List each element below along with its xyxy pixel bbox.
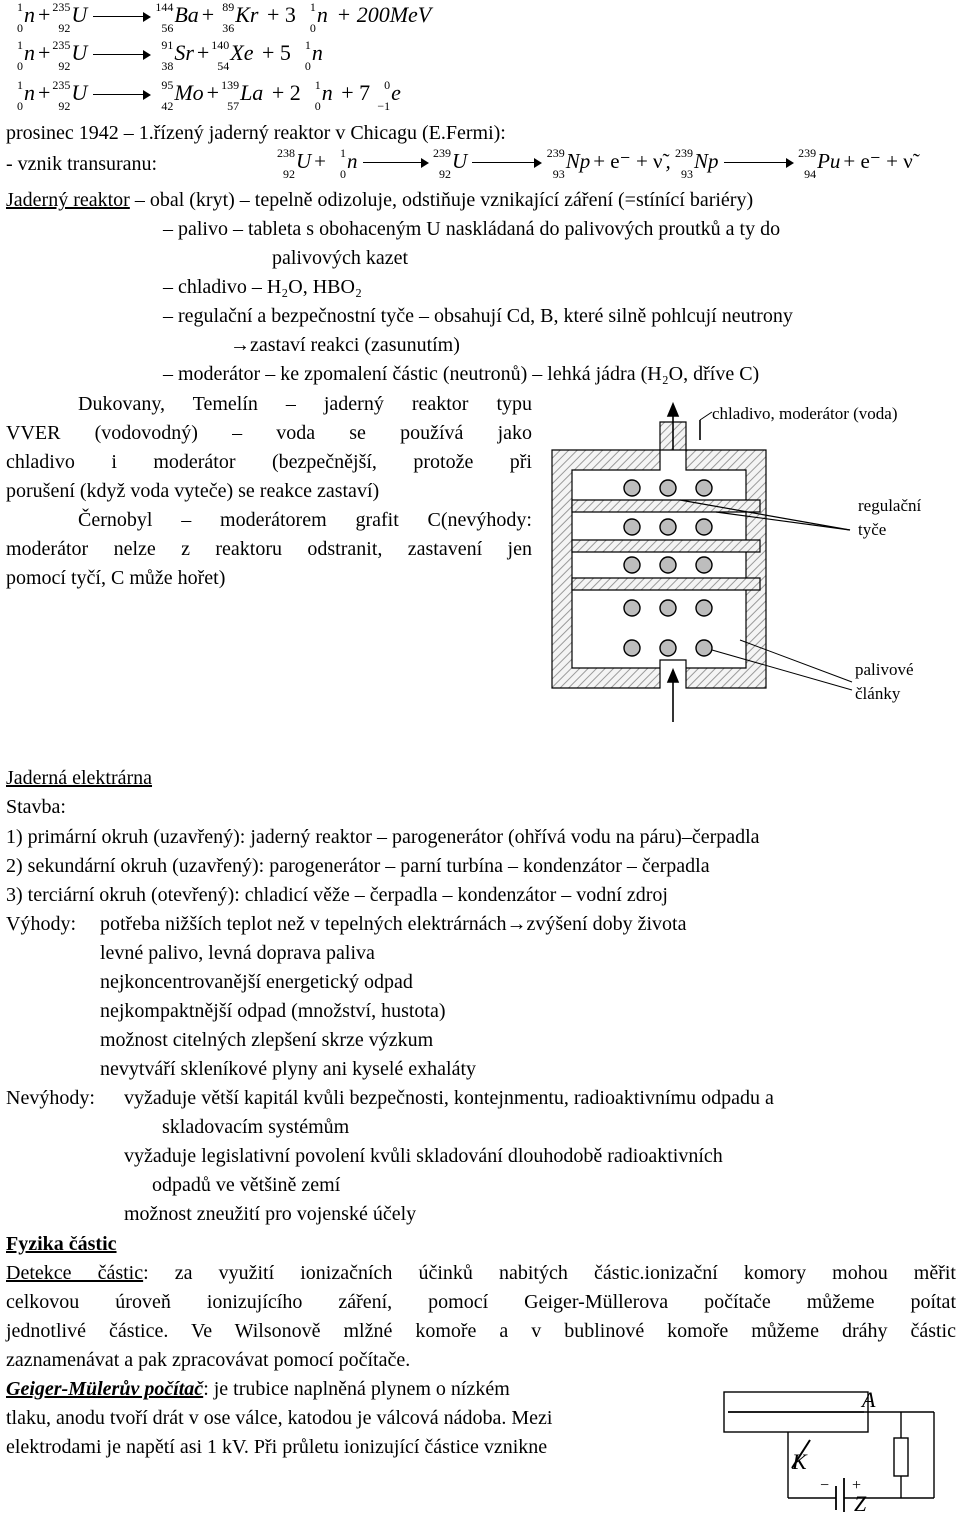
label-control-rods-1: regulační bbox=[858, 496, 922, 515]
anode-label: A bbox=[862, 1387, 876, 1412]
pros-label: Výhody: bbox=[6, 913, 76, 935]
label-control-rods-2: tyče bbox=[858, 520, 887, 539]
paragraph-chernobyl-1: Černobyl – moderátorem grafit C(nevýhody: bbox=[78, 509, 532, 531]
plant-heading: Jaderná elektrárna bbox=[6, 767, 153, 789]
plant-item-1: 1) primární okruh (uzavřený): jaderný reaktor – parogenerátor (ohřívá vodu na páru)–čerpadla bbox=[6, 826, 760, 848]
detekce-line-3: jednotlivé částice. Ve Wilsonově mlžné komoře a v bublinové komoře můžeme dráhy částic bbox=[6, 1320, 956, 1342]
fission-equation-3: 1 0 n + 235 92 U 95 42 Mo + 139 57 La + 2 1 0 n + 7 0 −1 e bbox=[17, 78, 401, 113]
pros-item: nevytváří skleníkové plyny ani kyselé exhaláty bbox=[100, 1058, 477, 1080]
reactor-heading: Jaderný reaktor bbox=[6, 189, 130, 211]
transuran-equation: 238 92 U + 1 0 n 239 92 U 239 93 Np + e⁻ + ν̃ , 239 93 Np 239 94 Pu + e⁻ + ν̃ bbox=[277, 146, 913, 181]
cons-item: skladovacím systémům bbox=[162, 1116, 350, 1138]
fuel-line: – palivo – tableta s obohaceným U naskládaná do palivových proutků a ty do bbox=[163, 218, 781, 240]
label-fuel-1: palivové bbox=[855, 660, 914, 679]
gm-line-3: elektrodami je napětí asi 1 kV. Při průletu ionizující částice vznikne bbox=[6, 1436, 548, 1458]
pros-item: nejkoncentrovanější energetický odpad bbox=[100, 971, 413, 993]
transuran-line: - vznik transuranu: bbox=[6, 153, 158, 175]
cathode-label: K bbox=[792, 1449, 807, 1474]
paragraph-chernobyl-3: pomocí tyčí, C může hořet) bbox=[6, 567, 226, 589]
gm-line-1: Geiger-Mülerův počítač: je trubice naplněná plynem o nízkém bbox=[6, 1378, 510, 1400]
control-rods bbox=[572, 500, 850, 590]
paragraph-dukovany-3: chladivo i moderátor (bezpečnější, protože při bbox=[6, 451, 532, 473]
gm-line-2: tlaku, anodu tvoří drát v ose válce, katodou je válcová nádoba. Mezi bbox=[6, 1407, 553, 1429]
cons-item: vyžaduje legislativní povolení kvůli skladování dlouhodobě radioaktivních bbox=[124, 1145, 723, 1167]
detekce-line-1: Detekce částic: za využití ionizačních účinků nabitých částic.ionizační komory mohou měřit bbox=[6, 1262, 956, 1284]
detekce-line-2: celkovou úroveň ionizujícího záření, pomocí Geiger-Müllerova počítače můžeme poítat bbox=[6, 1291, 956, 1313]
detekce-line-4: zaznamenávat a pak zpracovávat pomocí počítače. bbox=[6, 1349, 411, 1371]
reactor-vessel bbox=[552, 422, 766, 688]
label-fuel-2: články bbox=[855, 684, 901, 703]
cons-item: možnost zneužití pro vojenské účely bbox=[124, 1203, 417, 1225]
plant-stavba: Stavba: bbox=[6, 796, 66, 818]
reactor-definition: Jaderný reaktor – obal (kryt) – tepelně odizoluje, odstiňuje vznikající záření (=stínící bariéry) bbox=[6, 189, 754, 211]
moderator-line: – moderátor – ke zpomalení částic (neutronů) – lehká jádra (H₂O, dříve C) bbox=[163, 363, 760, 385]
fission-equation-2: 1 0 n + 235 92 U 91 38 Sr + 140 54 Xe + 5 1 0 n bbox=[17, 38, 323, 73]
cons-item: odpadů ve většině zemí bbox=[152, 1174, 341, 1196]
plus-label: + bbox=[852, 1477, 862, 1494]
pros-item: nejkompaktnější odpad (množství, hustota) bbox=[100, 1000, 446, 1022]
fission-equation-1: 1 0 n + 235 92 U 144 56 Ba + 89 36 Kr + 3 1 0 n + 200MeV bbox=[17, 0, 432, 35]
plant-item-2: 2) sekundární okruh (uzavřený): parogenerátor – parní turbína – kondenzátor – čerpadla bbox=[6, 855, 710, 877]
paragraph-chernobyl-2: moderátor nelze z reaktoru odstranit, zastavení jen bbox=[6, 538, 532, 560]
chicago-line: prosinec 1942 – 1.řízený jaderný reaktor v Chicagu (E.Fermi): bbox=[6, 122, 506, 144]
paragraph-dukovany-4: porušení (když voda vyteče) se reakce zastaví) bbox=[6, 480, 380, 502]
control-rods-line-cont: →zastaví reakci (zasunutím) bbox=[230, 334, 460, 356]
paragraph-dukovany-2: VVER (vodovodný) – voda se používá jako bbox=[6, 422, 532, 444]
pros-item: levné palivo, levná doprava paliva bbox=[100, 942, 375, 964]
label-coolant-moderator: chladivo, moderátor (voda) bbox=[712, 404, 898, 423]
plant-item-3: 3) terciární okruh (otevřený): chladicí věže – čerpadla – kondenzátor – vodní zdroj bbox=[6, 884, 668, 906]
pros-item: potřeba nižších teplot než v tepelných elektrárnách→zvýšení doby života bbox=[100, 913, 687, 935]
geiger-circuit-diagram bbox=[700, 1380, 960, 1517]
cons-item: vyžaduje větší kapitál kvůli bezpečnosti, kontejnmentu, radioaktivnímu odpadu a bbox=[124, 1087, 774, 1109]
fuel-line-cont: palivových kazet bbox=[272, 247, 409, 269]
control-rods-line: – regulační a bezpečnostní tyče – obsahují Cd, B, které silně pohlcují neutrony bbox=[163, 305, 793, 327]
cons-label: Nevýhody: bbox=[6, 1087, 95, 1109]
minus-label: − bbox=[820, 1477, 830, 1494]
pros-item: možnost citelných zlepšení skrze výzkum bbox=[100, 1029, 434, 1051]
particles-heading: Fyzika částic bbox=[6, 1233, 117, 1255]
source-label: Z bbox=[854, 1491, 867, 1516]
paragraph-dukovany-1: Dukovany, Temelín – jaderný reaktor typu bbox=[78, 393, 532, 415]
coolant-line: – chladivo – H₂O, HBO₂ bbox=[163, 276, 362, 298]
